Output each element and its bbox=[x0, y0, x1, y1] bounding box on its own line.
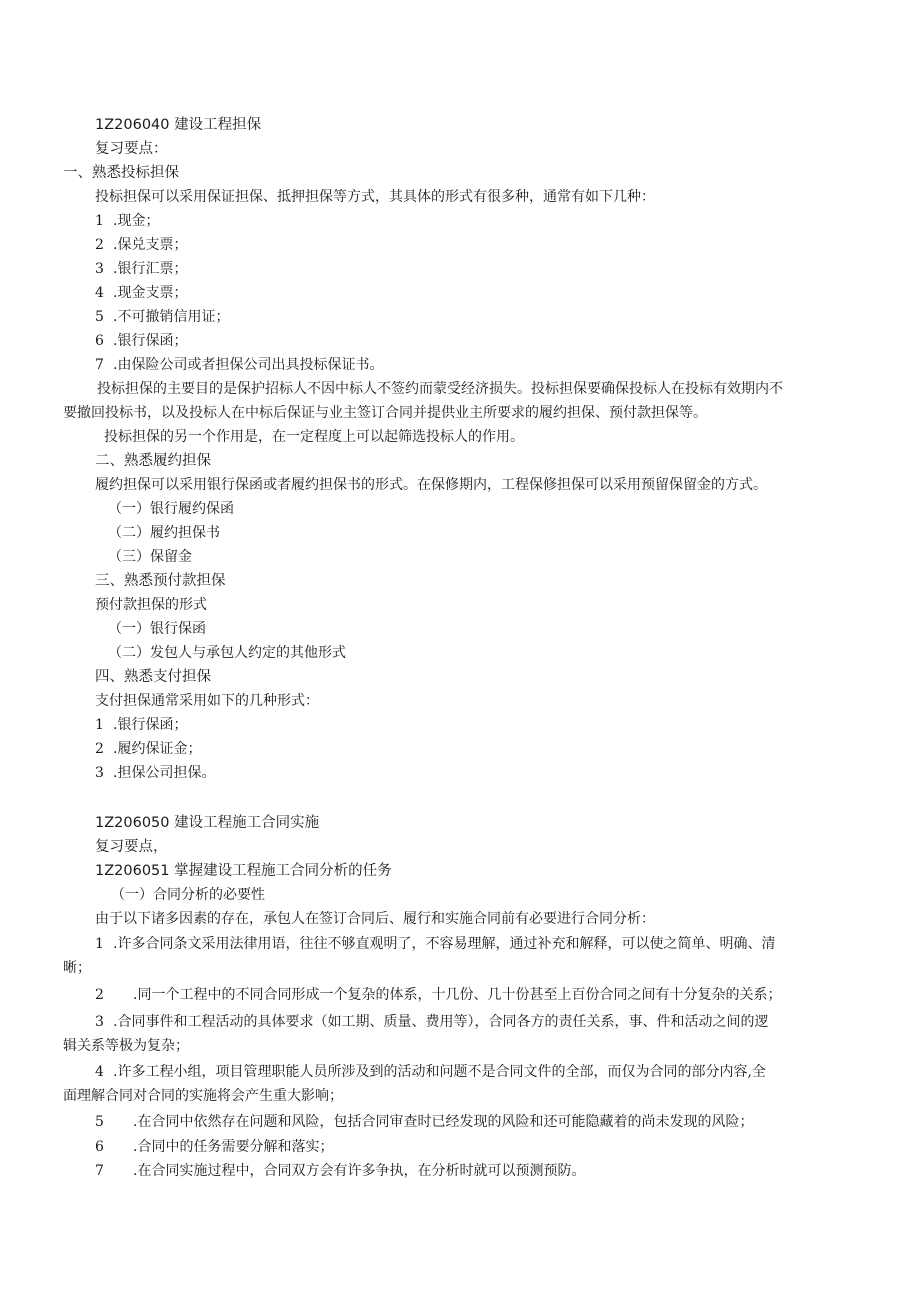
necessity-heading: （一）合同分析的必要性 bbox=[111, 887, 265, 903]
list-item bbox=[95, 260, 187, 278]
list-item-continuation: 辑关系等极为复杂； bbox=[63, 1038, 189, 1054]
list-item-number: 1 bbox=[95, 936, 104, 952]
list-item bbox=[95, 308, 229, 326]
list-item-number: 2 bbox=[95, 237, 104, 253]
list-item-text: .许多合同条文采用法律用语，往往不够直观明了，不容易理解，通过补充和解释，可以使之简单、明确、清 bbox=[113, 936, 776, 952]
list-item-text: .在合同实施过程中，合同双方会有许多争执，在分析时就可以预测预防。 bbox=[133, 1163, 586, 1179]
list-item-text: .合同事件和工程活动的具体要求（如工期、质量、费用等），合同各方的责任关系，事、件和活动之间的逻 bbox=[113, 1014, 769, 1030]
list-item-continuation: 晰； bbox=[63, 960, 91, 976]
list-item-continuation: 面理解合同对合同的实施将会产生重大影响； bbox=[63, 1088, 343, 1104]
list-item-number: 4 bbox=[95, 1064, 104, 1080]
payment-guarantee-intro: 支付担保通常采用如下的几种形式： bbox=[95, 693, 319, 709]
review-points-label: 复习要点： bbox=[95, 141, 168, 157]
heading-advance-payment-guarantee: 三、熟悉预付款担保 bbox=[95, 573, 226, 589]
list-item-number: 4 bbox=[95, 285, 104, 301]
bid-guarantee-another-role: 投标担保的另一个作用是，在一定程度上可以起筛选投标人的作用。 bbox=[104, 429, 524, 445]
section-code-title: 1Z206050 建设工程施工合同实施 bbox=[95, 815, 320, 831]
bid-guarantee-purpose-line2: 要撤回投标书，以及投标人在中标后保证与业主签订合同并提供业主所要求的履约担保、预付款担保等。 bbox=[63, 405, 707, 421]
heading-payment-guarantee: 四、熟悉支付担保 bbox=[95, 669, 211, 685]
list-item bbox=[95, 1113, 753, 1131]
list-item bbox=[95, 740, 201, 758]
list-item: （一）银行履约保函 bbox=[108, 501, 234, 517]
list-item bbox=[95, 212, 159, 230]
list-item-text: .同一个工程中的不同合同形成一个复杂的体系，十几份、几十份甚至上百份合同之间有十分复杂的关系； bbox=[133, 987, 782, 1003]
list-item-number: 2 bbox=[95, 741, 104, 757]
list-item-text: .保兑支票； bbox=[113, 237, 188, 253]
list-item: （一）银行保函 bbox=[108, 621, 206, 637]
list-item-number: 3 bbox=[95, 765, 104, 781]
list-item bbox=[95, 764, 215, 782]
list-item bbox=[95, 236, 187, 254]
list-item-number: 3 bbox=[95, 261, 104, 277]
list-item-text: .银行保函； bbox=[113, 333, 188, 349]
list-item bbox=[95, 1138, 333, 1156]
list-item bbox=[95, 1162, 585, 1180]
list-item-text: .现金； bbox=[113, 213, 160, 229]
list-item-text: .现金支票； bbox=[113, 285, 188, 301]
list-item bbox=[95, 935, 775, 953]
list-item-number: 7 bbox=[95, 357, 104, 373]
list-item-number: 7 bbox=[95, 1163, 104, 1179]
list-item bbox=[95, 986, 781, 1004]
list-item bbox=[95, 716, 187, 734]
advance-payment-intro: 预付款担保的形式 bbox=[95, 597, 207, 613]
list-item-number: 1 bbox=[95, 213, 104, 229]
list-item-text: .合同中的任务需要分解和落实； bbox=[133, 1139, 334, 1155]
list-item bbox=[95, 356, 383, 374]
section-code-title: 1Z206040 建设工程担保 bbox=[95, 117, 262, 133]
list-item-text: .许多工程小组，项目管理职能人员所涉及到的活动和问题不是合同文件的全部，而仅为合同的部分内容,全 bbox=[113, 1064, 766, 1080]
review-points-label: 复习要点， bbox=[95, 839, 168, 855]
list-item-number: 6 bbox=[95, 333, 104, 349]
list-item bbox=[95, 1013, 768, 1031]
list-item-number: 1 bbox=[95, 717, 104, 733]
performance-guarantee-intro: 履约担保可以采用银行保函或者履约担保书的形式。在保修期内，工程保修担保可以采用预留保留金的方式。 bbox=[95, 477, 767, 493]
list-item-text: .在合同中依然存在问题和风险，包括合同审查时已经发现的风险和还可能隐藏着的尚未发现的风险； bbox=[133, 1114, 754, 1130]
contract-analysis-intro: 由于以下诸多因素的存在，承包人在签订合同后、履行和实施合同前有必要进行合同分析： bbox=[95, 911, 655, 927]
list-item-text: .担保公司担保。 bbox=[113, 765, 216, 781]
list-item-number: 6 bbox=[95, 1139, 104, 1155]
list-item bbox=[95, 284, 187, 302]
list-item-number: 2 bbox=[95, 987, 104, 1003]
heading-bid-guarantee: 一、熟悉投标担保 bbox=[63, 165, 179, 181]
heading-performance-guarantee: 二、熟悉履约担保 bbox=[95, 453, 211, 469]
list-item: （三）保留金 bbox=[108, 549, 192, 565]
list-item-text: .由保险公司或者担保公司出具投标保证书。 bbox=[113, 357, 384, 373]
list-item-text: .银行汇票； bbox=[113, 261, 188, 277]
list-item-number: 3 bbox=[95, 1014, 104, 1030]
list-item-text: .不可撤销信用证； bbox=[113, 309, 230, 325]
list-item-text: .银行保函； bbox=[113, 717, 188, 733]
list-item: （二）发包人与承包人约定的其他形式 bbox=[108, 645, 346, 661]
list-item-number: 5 bbox=[95, 1114, 104, 1130]
list-item bbox=[95, 332, 187, 350]
bid-guarantee-purpose-line1: 投标担保的主要目的是保护招标人不因中标人不签约而蒙受经济损失。投标担保要确保投标人在投标有效期内不 bbox=[97, 381, 783, 397]
bid-guarantee-intro: 投标担保可以采用保证担保、抵押担保等方式，其具体的形式有很多种，通常有如下几种： bbox=[95, 189, 655, 205]
list-item-text: .履约保证金； bbox=[113, 741, 202, 757]
list-item bbox=[95, 1063, 766, 1081]
list-item: （二）履约担保书 bbox=[108, 525, 220, 541]
subsection-title: 1Z206051 掌握建设工程施工合同分析的任务 bbox=[95, 863, 392, 879]
list-item-number: 5 bbox=[95, 309, 104, 325]
